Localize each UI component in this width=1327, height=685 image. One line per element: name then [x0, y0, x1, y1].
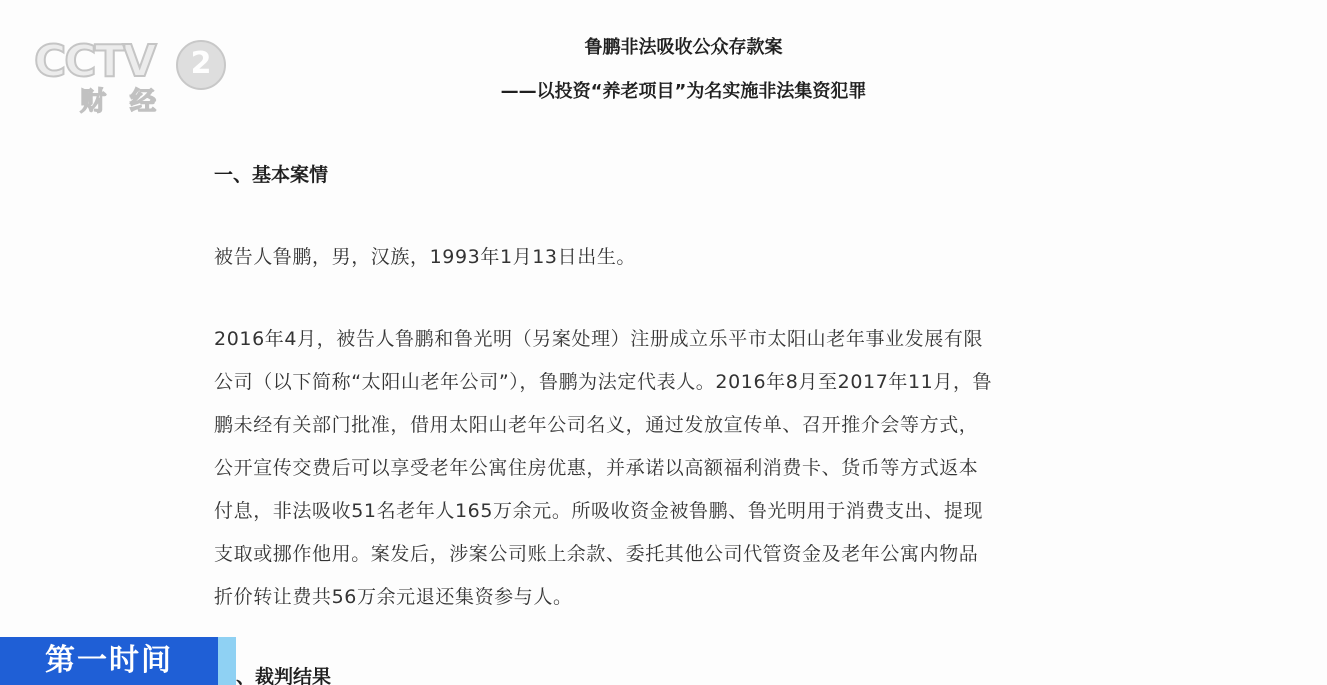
document-title: 鲁鹏非法吸收公众存款案 — [584, 37, 783, 58]
paragraph-line: 付息，非法吸收51名老年人165万余元。所吸收资金被鲁鹏、鲁光明用于消费支出、提现 — [214, 500, 984, 522]
paragraph-line: 2016年4月，被告人鲁鹏和鲁光明（另案处理）注册成立乐平市太阳山老年事业发展有限 — [214, 328, 984, 350]
defendant-info-paragraph: 被告人鲁鹏，男，汉族，1993年1月13日出生。 — [214, 246, 637, 268]
case-facts-paragraph — [214, 318, 1084, 619]
logo-channel-name: 财经 — [80, 87, 181, 117]
paragraph-line: 公司（以下简称“太阳山老年公司”），鲁鹏为法定代表人。2016年8月至2017年11月，鲁 — [214, 371, 993, 393]
program-tag-accent — [218, 637, 236, 685]
paragraph-line: 折价转让费共56万余元退还集资参与人。 — [214, 586, 573, 608]
paragraph-line: 支取或挪作他用。案发后，涉案公司账上余款、委托其他公司代管资金及老年公寓内物品 — [214, 543, 979, 565]
paragraph-line: 鹏未经有关部门批准，借用太阳山老年公司名义，通过发放宣传单、召开推介会等方式， — [214, 414, 979, 436]
logo-channel-number: 2 — [176, 40, 226, 90]
paragraph-line: 公开宣传交费后可以享受老年公寓住房优惠，并承诺以高额福利消费卡、货币等方式返本 — [214, 457, 979, 479]
document-subtitle: ——以投资“养老项目”为名实施非法集资犯罪 — [500, 81, 867, 102]
program-name-tag: 第一时间 — [0, 637, 218, 685]
section-heading-basic-facts: 一、基本案情 — [214, 164, 329, 186]
logo-brand: CCTV — [34, 36, 155, 87]
section-heading-verdict: 、裁判结果 — [236, 666, 332, 685]
